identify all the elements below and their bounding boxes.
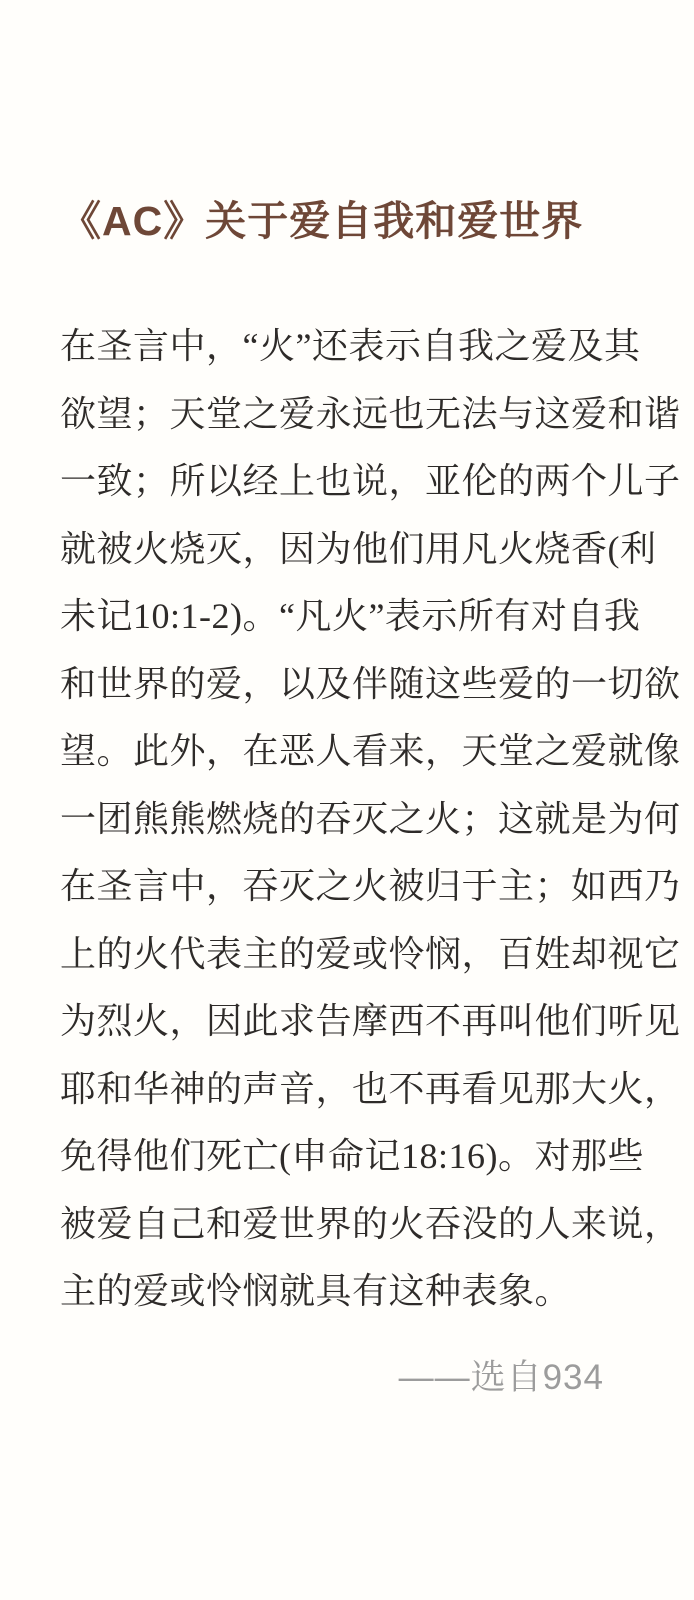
body-line: 在圣言中，“火”还表示自我之爱及其 (60, 326, 641, 367)
body-line: 为烈火，因此求告摩西不再叫他们听见 (60, 1001, 681, 1042)
body-line: 欲望；天堂之爱永远也无法与这爱和谐 (60, 393, 681, 434)
body-line: 未记10:1-2)。“凡火”表示所有对自我 (60, 596, 641, 637)
body-line: 就被火烧灭，因为他们用凡火烧香(利 (60, 528, 657, 569)
body-line: 免得他们死亡(申命记18:16)。对那些 (60, 1136, 644, 1177)
body-line: 望。此外，在恶人看来，天堂之爱就像 (60, 731, 681, 772)
body-line: 上的火代表主的爱或怜悯，百姓却视它 (60, 933, 681, 974)
body-line: 和世界的爱，以及伴随这些爱的一切欲 (60, 663, 681, 704)
body-line: 一团熊熊燃烧的吞灭之火；这就是为何 (60, 798, 681, 839)
article-body (60, 313, 681, 1326)
body-line: 在圣言中，吞灭之火被归于主；如西乃 (60, 866, 681, 907)
body-line: 主的爱或怜悯就具有这种表象。 (60, 1271, 572, 1312)
body-line: 被爱自己和爱世界的火吞没的人来说， (60, 1203, 681, 1244)
body-line: 耶和华神的声音，也不再看见那大火， (60, 1068, 681, 1109)
body-line: 一致；所以经上也说，亚伦的两个儿子 (60, 461, 681, 502)
article-title: 《AC》关于爱自我和爱世界 (60, 198, 584, 244)
citation-source: ——选自934 (398, 1357, 604, 1397)
